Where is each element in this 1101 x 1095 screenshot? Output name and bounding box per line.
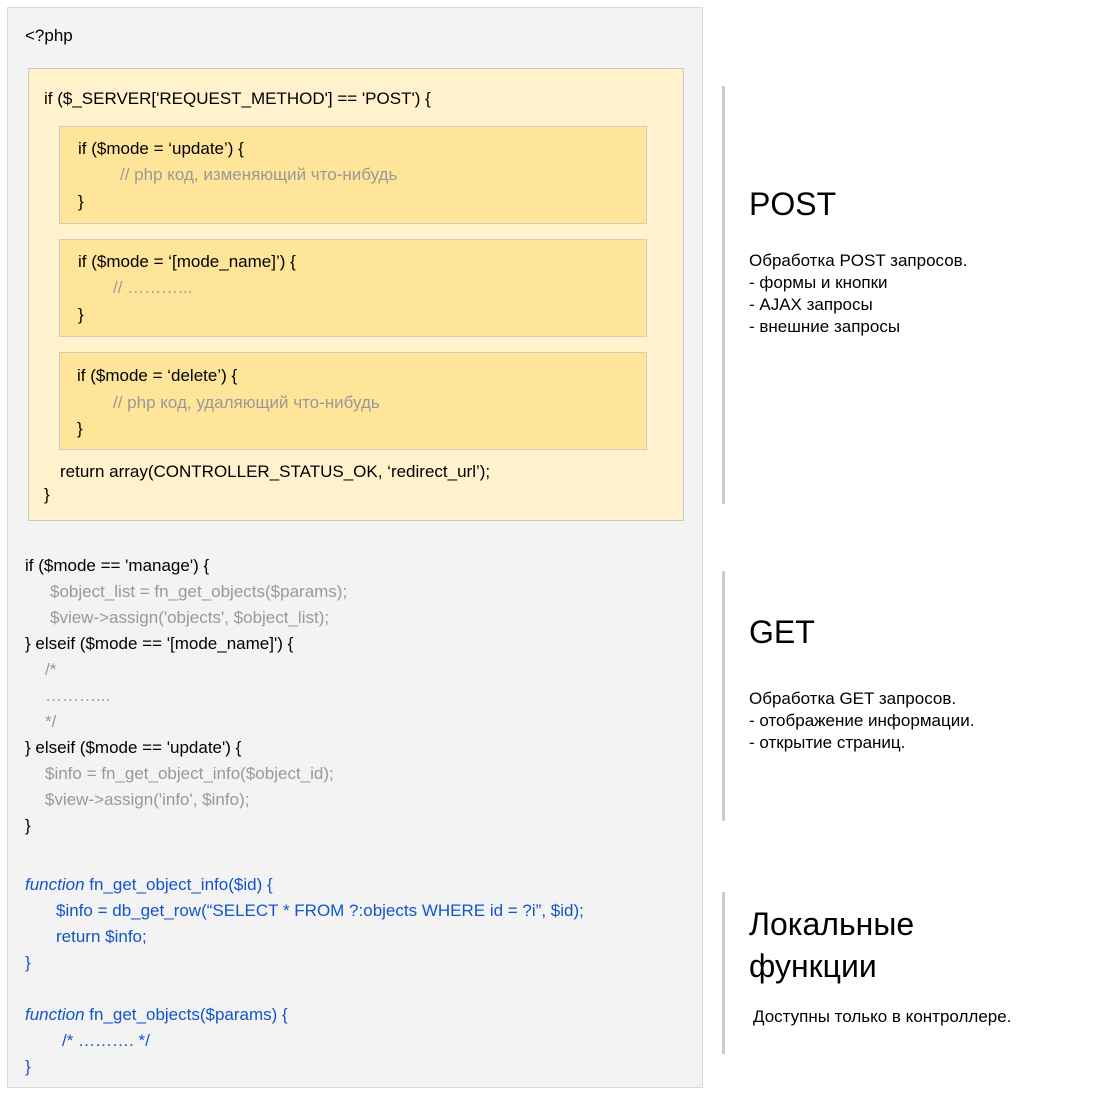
functions-divider: [722, 892, 725, 1054]
post-divider: [722, 86, 725, 504]
mode-delete-if-line: if ($mode = ‘delete’) {: [77, 366, 238, 385]
function-1-keyword: function: [25, 875, 85, 894]
get-line-4: } elseif ($mode == '[mode_name]') {: [25, 634, 294, 653]
mode-custom-close: }: [78, 305, 84, 324]
function-2-close: }: [25, 1057, 31, 1076]
get-line-3: $view->assign('objects', $object_list);: [50, 608, 330, 627]
get-line-2: $object_list = fn_get_objects($params);: [50, 582, 348, 601]
get-divider: [722, 571, 725, 821]
mode-delete-comment: // php код, удаляющий что-нибудь: [113, 393, 380, 412]
function-2-body-line-1: /* ………. */: [62, 1031, 150, 1050]
get-line-11: }: [25, 816, 31, 835]
get-title: GET: [749, 614, 815, 650]
get-line-10: $view->assign('info', $info);: [45, 790, 250, 809]
mode-custom-comment: // ………...: [113, 278, 193, 297]
function-2-name: fn_get_objects($params) {: [84, 1005, 288, 1024]
php-open-tag: <?php: [25, 26, 73, 45]
get-line-7: */: [45, 712, 57, 731]
function-1-name: fn_get_object_info($id) {: [84, 875, 273, 894]
get-line-8: } elseif ($mode == 'update') {: [25, 738, 242, 757]
functions-description: Доступны только в контроллере.: [753, 1007, 1012, 1026]
get-line-5: /*: [45, 660, 57, 679]
mode-update-comment: // php код, изменяющий что-нибудь: [120, 165, 398, 184]
post-return-line: return array(CONTROLLER_STATUS_OK, ‘redirect_url’);: [60, 462, 491, 481]
function-2-keyword: function: [25, 1005, 85, 1024]
mode-update-close: }: [78, 192, 84, 211]
get-description: Обработка GET запросов. - отображение информации. - открытие страниц.: [749, 689, 975, 752]
function-1-signature: [25, 875, 273, 895]
function-1-close: }: [25, 953, 31, 972]
post-close: }: [44, 485, 50, 504]
get-line-6: ………...: [45, 686, 111, 705]
post-description: Обработка POST запросов. - формы и кнопки - AJAX запросы - внешние запросы: [749, 251, 968, 336]
function-1-body-line-2: return $info;: [56, 927, 147, 946]
get-line-1: if ($mode == 'manage') {: [25, 556, 210, 575]
mode-custom-if-line: if ($mode = ‘[mode_name]’) {: [78, 252, 296, 271]
mode-update-if-line: if ($mode = ‘update’) {: [78, 139, 244, 158]
function-1-body-line-1: $info = db_get_row(“SELECT * FROM ?:objects WHERE id = ?i”, $id);: [56, 901, 584, 920]
function-2-signature: [25, 1005, 288, 1025]
post-if-line: if ($_SERVER['REQUEST_METHOD'] == 'POST') {: [44, 89, 431, 108]
functions-title: Локальные функции: [749, 906, 915, 984]
get-line-9: $info = fn_get_object_info($object_id);: [45, 764, 334, 783]
mode-delete-close: }: [77, 419, 83, 438]
post-title: POST: [749, 186, 837, 222]
